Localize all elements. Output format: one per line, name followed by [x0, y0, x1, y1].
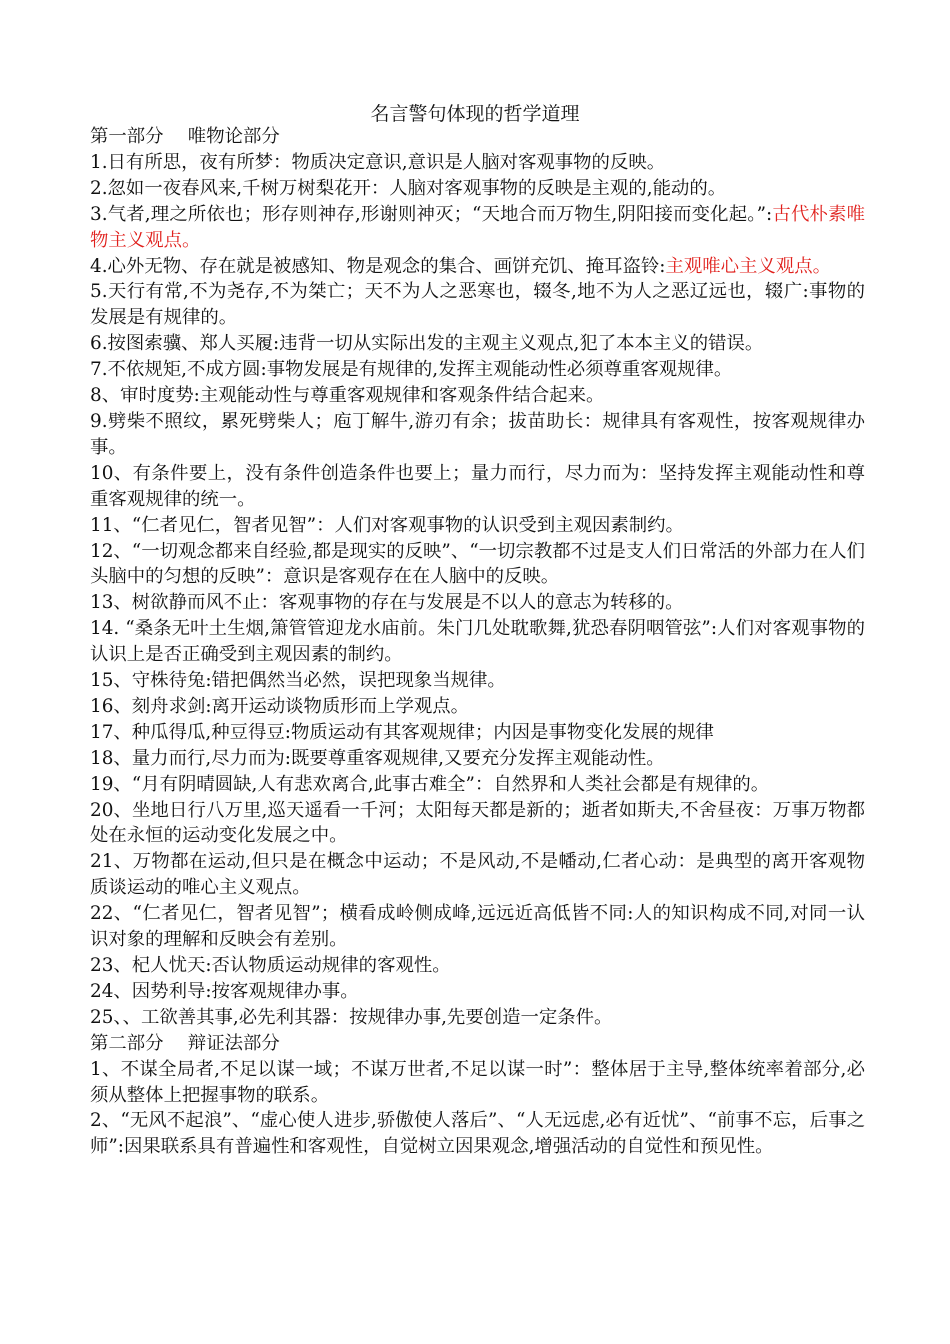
- paragraph-text: 10、有条件要上，没有条件创造条件也要上；量力而行，尽力而为：坚持发挥主观能动性和尊重客观规律的统一。: [90, 462, 865, 510]
- paragraph: [90, 176, 865, 202]
- section-heading: [90, 124, 865, 150]
- paragraph: [90, 1005, 865, 1031]
- paragraph-text: 2.忽如一夜春风来,千树万树梨花开：人脑对客观事物的反映是主观的,能动的。: [90, 177, 727, 199]
- paragraph-text: 9.劈柴不照纹，累死劈柴人；庖丁解牛,游刃有余；拔苗助长：规律具有客观性，按客观规律办事。: [90, 410, 865, 458]
- paragraph-text: 14. “桑条无叶土生烟,箫管管迎龙水庙前。朱门几处耽歌舞,犹恐春阴咽管弦”:人们对客观事物的认识上是否正确受到主观因素的制约。: [90, 618, 865, 666]
- paragraph-text: 13、树欲静而风不止：客观事物的存在与发展是不以人的意志为转移的。: [90, 592, 684, 614]
- paragraph-text: 8、审时度势:主观能动性与尊重客观规律和客观条件结合起来。: [90, 385, 605, 407]
- paragraph: [90, 357, 865, 383]
- paragraph: [90, 849, 865, 901]
- paragraph: [90, 979, 865, 1005]
- paragraph: [90, 202, 865, 254]
- paragraph: [90, 616, 865, 668]
- paragraph-text: 第一部分 唯物论部分: [90, 126, 280, 147]
- paragraph-text: 2、“无风不起浪”、“虚心使人进步,骄傲使人落后”、“人无远虑,必有近忧”、“前事不忘，后事之师”:因果联系具有普遍性和客观性，自觉树立因果观念,增强活动的自觉性和预见性。: [90, 1110, 865, 1158]
- paragraph-text: 4.心外无物、存在就是被感知、物是观念的集合、画饼充饥、掩耳盗铃:: [90, 255, 666, 277]
- section-heading: [90, 1031, 865, 1057]
- paragraph: [90, 1057, 865, 1109]
- paragraph-text: 1、不谋全局者,不足以谋一域；不谋万世者,不足以谋一时”：整体居于主导,整体统率着部分,必须从整体上把握事物的联系。: [90, 1058, 865, 1106]
- paragraph-text: 19、“月有阴晴圆缺,人有悲欢离合,此事古难全”：自然界和人类社会都是有规律的。: [90, 773, 770, 795]
- highlighted-conclusion: 主观唯心主义观点。: [665, 255, 831, 277]
- paragraph-text: 11、“仁者见仁，智者见智”：人们对客观事物的认识受到主观因素制约。: [90, 514, 684, 536]
- document-title: 名言警句体现的哲学道理: [370, 103, 580, 125]
- document-body: [90, 124, 865, 1160]
- paragraph: [90, 539, 865, 591]
- paragraph-text: 21、万物都在运动,但只是在概念中运动；不是风动,不是幡动,仁者心动：是典型的离开客观物质谈运动的唯心主义观点。: [90, 851, 865, 899]
- paragraph-text: 5.天行有常,不为尧存,不为桀亡；天不为人之恶寒也，辍冬,地不为人之恶辽远也，辍广:事物的发展是有规律的。: [90, 281, 865, 329]
- paragraph-text: 20、坐地日行八万里,巡天遥看一千河；太阳每天都是新的；逝者如斯夫,不舍昼夜：万事万物都处在永恒的运动变化发展之中。: [90, 799, 865, 847]
- paragraph-text: 1.日有所思，夜有所梦：物质决定意识,意识是人脑对客观事物的反映。: [90, 151, 666, 173]
- paragraph: [90, 720, 865, 746]
- paragraph: [90, 409, 865, 461]
- paragraph: [90, 461, 865, 513]
- paragraph: [90, 331, 865, 357]
- paragraph-text: 15、守株待兔:错把偶然当必然，误把现象当规律。: [90, 670, 506, 692]
- paragraph: [90, 1108, 865, 1160]
- paragraph-text: 18、量力而行,尽力而为:既要尊重客观规律,又要充分发挥主观能动性。: [90, 747, 665, 769]
- paragraph-text: 7.不依规矩,不成方圆:事物发展是有规律的,发挥主观能动性必须尊重客观规律。: [90, 359, 733, 381]
- paragraph-text: 24、因势利导:按客观规律办事。: [90, 980, 359, 1002]
- paragraph: [90, 254, 865, 280]
- paragraph: [90, 772, 865, 798]
- paragraph: [90, 668, 865, 694]
- paragraph-text: 17、种瓜得瓜,种豆得豆:物质运动有其客观规律；内因是事物变化发展的规律: [90, 721, 714, 743]
- paragraph-text: 第二部分 辩证法部分: [90, 1032, 280, 1054]
- paragraph: [90, 279, 865, 331]
- paragraph-text: 12、“一切观念都来自经验,都是现实的反映”、“一切宗教都不过是支人们日常活的外部力在人们头脑中的匀想的反映”：意识是客观存在在人脑中的反映。: [90, 540, 865, 588]
- highlighted-conclusion: 古代朴素唯物主义观点。: [90, 203, 865, 251]
- paragraph: [90, 513, 865, 539]
- paragraph: [90, 746, 865, 772]
- paragraph: [90, 694, 865, 720]
- paragraph: [90, 798, 865, 850]
- paragraph: [90, 150, 865, 176]
- paragraph-text: 6.按图索骥、郑人买履:违背一切从实际出发的主观主义观点,犯了本本主义的错误。: [90, 333, 764, 355]
- paragraph-text: 16、刻舟求剑:离开运动谈物质形而上学观点。: [90, 695, 470, 717]
- paragraph: [90, 901, 865, 953]
- paragraph-text: 25、、工欲善其事,必先利其器：按规律办事,先要创造一定条件。: [90, 1006, 613, 1028]
- paragraph: [90, 383, 865, 409]
- paragraph: [90, 590, 865, 616]
- paragraph-text: 3.气者,理之所依也；形存则神存,形谢则神灭；“天地合而万物生,阴阳接而变化起。”:: [90, 203, 773, 225]
- paragraph: [90, 953, 865, 979]
- paragraph-text: 22、“仁者见仁，智者见智”；横看成岭侧成峰,远远近高低皆不同:人的知识构成不同,对同一认识对象的理解和反映会有差别。: [90, 903, 865, 951]
- paragraph-text: 23、杞人忧天:否认物质运动规律的客观性。: [90, 955, 451, 976]
